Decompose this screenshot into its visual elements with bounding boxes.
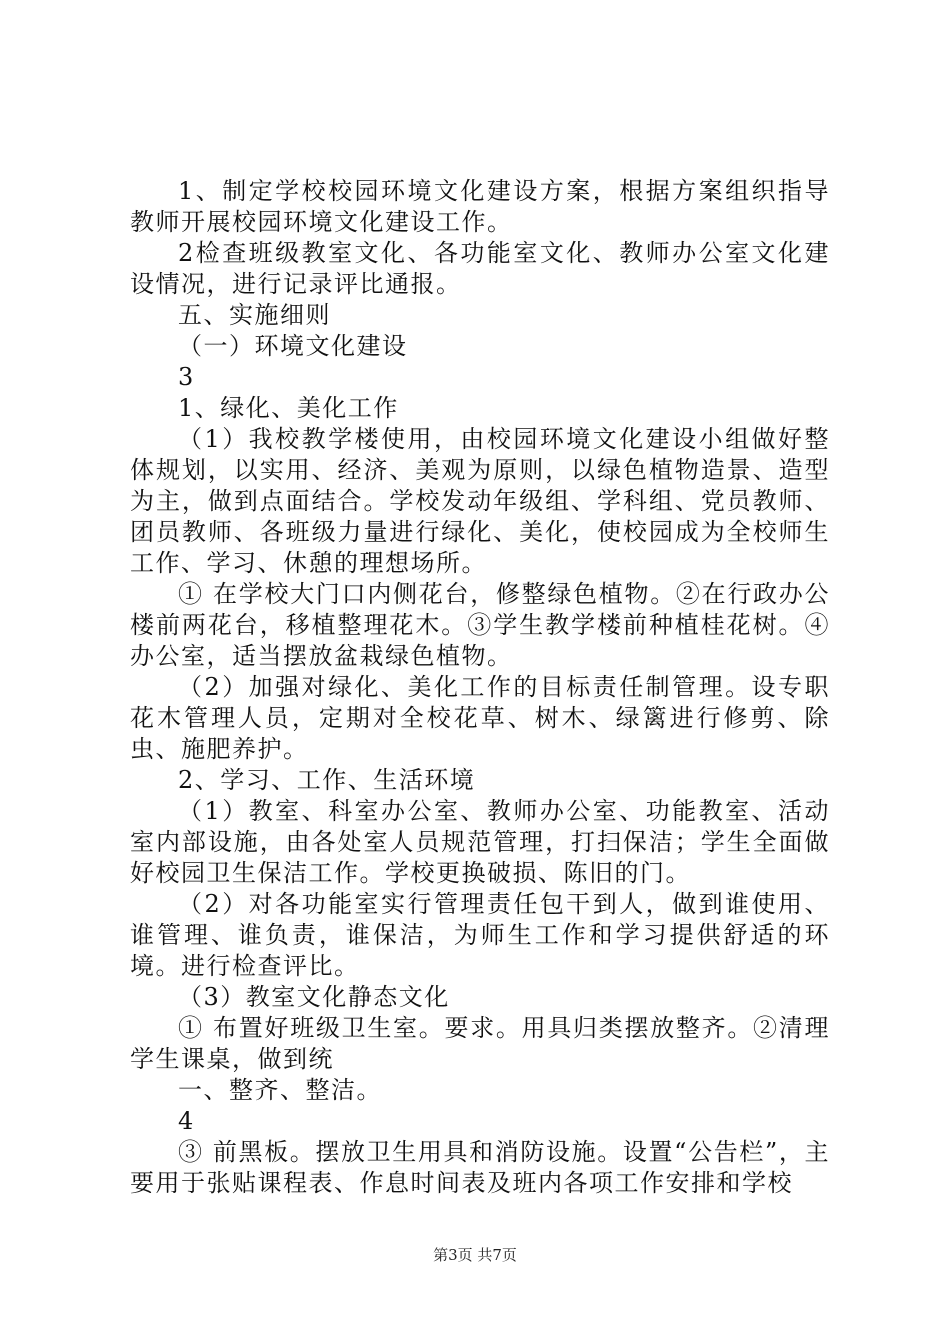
item-heading: 2、学习、工作、生活环境 <box>178 766 476 794</box>
paragraph: 1、制定学校校园环境文化建设方案，根据方案组织指导教师开展校园环境文化建设工作。 <box>130 177 830 236</box>
paragraph: ① 布置好班级卫生室。要求。用具归类摆放整齐。②清理学生课桌，做到统 <box>130 1014 830 1073</box>
document-body <box>130 176 830 1199</box>
paragraph: （2）对各功能室实行管理责任包干到人，做到谁使用、谁管理、谁负责，谁保洁，为师生工作和学习提供舒适的环境。进行检查评比。 <box>130 890 830 980</box>
paragraph: ③ 前黑板。摆放卫生用具和消防设施。设置“公告栏”，主要用于张贴课程表、作息时间表及班内各项工作安排和学校 <box>130 1138 830 1197</box>
paragraph: （2）加强对绿化、美化工作的目标责任制管理。设专职花木管理人员，定期对全校花草、树木、绿篱进行修剪、除虫、施肥养护。 <box>130 673 830 763</box>
stray-number: 3 <box>178 363 195 391</box>
paragraph: （1）教室、科室办公室、教师办公室、功能教室、活动室内部设施，由各处室人员规范管理，打扫保洁；学生全面做好校园卫生保洁工作。学校更换破损、陈旧的门。 <box>130 797 830 887</box>
paragraph: 2检查班级教室文化、各功能室文化、教师办公室文化建设情况，进行记录评比通报。 <box>130 239 830 298</box>
paragraph: ① 在学校大门口内侧花台，修整绿色植物。②在行政办公楼前两花台，移植整理花木。③学生教学楼前种植桂花树。④办公室，适当摆放盆栽绿色植物。 <box>130 580 830 670</box>
item-heading: （3）教室文化静态文化 <box>178 983 450 1011</box>
section-heading: 五、实施细则 <box>178 301 331 329</box>
page-number-footer: 第3页 共7页 <box>433 1246 517 1264</box>
paragraph: 一、整齐、整洁。 <box>178 1076 382 1104</box>
paragraph: （1）我校教学楼使用，由校园环境文化建设小组做好整体规划，以实用、经济、美观为原则，以绿色植物造景、造型为主，做到点面结合。学校发动年级组、学科组、党员教师、团员教师、各班级力量进行绿化、美化，使校园成为全校师生工作、学习、休憩的理想场所。 <box>130 425 830 577</box>
stray-number: 4 <box>178 1107 195 1135</box>
item-heading: 1、绿化、美化工作 <box>178 394 399 422</box>
subsection-heading: （一）环境文化建设 <box>178 332 408 360</box>
